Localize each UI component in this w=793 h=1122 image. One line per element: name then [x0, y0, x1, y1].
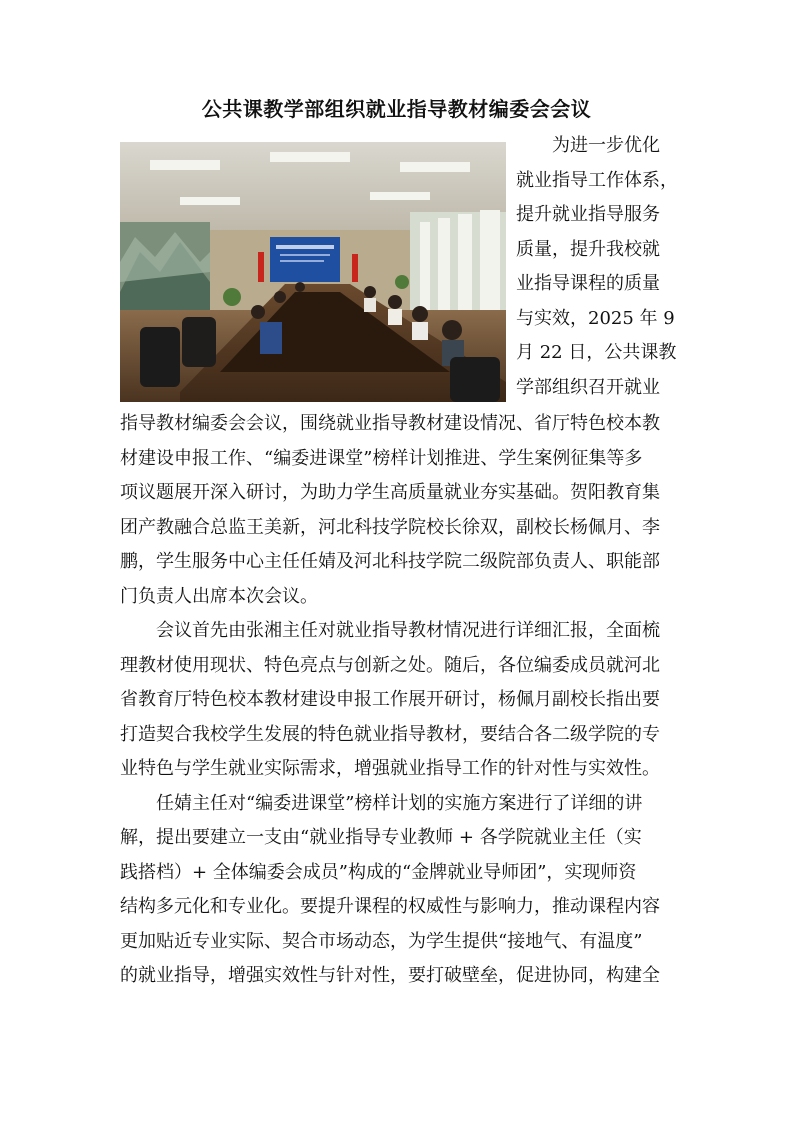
- text-line: 项议题展开深入研讨，为助力学生高质量就业夯实基础。贺阳教育集: [120, 482, 660, 503]
- article-title: 公共课教学部组织就业指导教材编委会会议: [201, 97, 592, 121]
- text-line: 业指导课程的质量: [516, 273, 660, 294]
- text-line: 任婧主任对“编委进课堂”榜样计划的实施方案进行了详细的讲: [156, 792, 643, 814]
- text-line: 业特色与学生就业实际需求，增强就业指导工作的针对性与实效性。: [120, 758, 660, 779]
- text-line: 的就业指导，增强实效性与针对性，要打破壁垒，促进协同，构建全: [120, 965, 660, 986]
- meeting-photo: [120, 142, 506, 402]
- text-line: 结构多元化和专业化。要提升课程的权威性与影响力，推动课程内容: [120, 896, 660, 917]
- text-line: 省教育厅特色校本教材建设申报工作展开研讨，杨佩月副校长指出要: [120, 689, 660, 710]
- text-line: 更加贴近专业实际、契合市场动态，为学生提供“接地气、有温度”: [120, 930, 643, 952]
- text-line: 材建设申报工作、“编委进课堂”榜样计划推进、学生案例征集等多: [120, 447, 643, 469]
- text-line: 质量，提升我校就: [516, 238, 660, 260]
- text-line: 理教材使用现状、特色亮点与创新之处。随后，各位编委成员就河北: [120, 654, 660, 676]
- text-line: 鹏，学生服务中心主任任婧及河北科技学院二级院部负责人、职能部: [120, 551, 660, 572]
- text-line: 提升就业指导服务: [516, 204, 660, 225]
- text-line: 月 22 日，公共课教: [516, 342, 677, 363]
- text-line: 团产教融合总监王美新，河北科技学院校长徐双，副校长杨佩月、李: [120, 516, 660, 538]
- text-line: 学部组织召开就业: [516, 376, 660, 398]
- text-line: 会议首先由张湘主任对就业指导教材情况进行详细汇报，全面梳: [156, 620, 660, 641]
- text-line: 践搭档）+ 全体编委会成员”构成的“金牌就业导师团”，实现师资: [120, 861, 637, 883]
- meeting-room-image: [120, 142, 506, 402]
- text-line: 解，提出要建立一支由“就业指导专业教师 + 各学院就业主任（实: [120, 827, 642, 848]
- text-line: 打造契合我校学生发展的特色就业指导教材，要结合各二级学院的专: [120, 723, 660, 745]
- article-body: [120, 407, 676, 994]
- text-line: 就业指导工作体系，: [516, 169, 678, 191]
- text-line: 与实效，2025 年 9: [516, 307, 675, 329]
- paragraph-1-side-column: [516, 129, 678, 405]
- text-line: 为进一步优化: [552, 135, 660, 156]
- text-line: 指导教材编委会会议，围绕就业指导教材建设情况、省厅特色校本教: [120, 413, 660, 434]
- text-line: 门负责人出席本次会议。: [120, 585, 318, 607]
